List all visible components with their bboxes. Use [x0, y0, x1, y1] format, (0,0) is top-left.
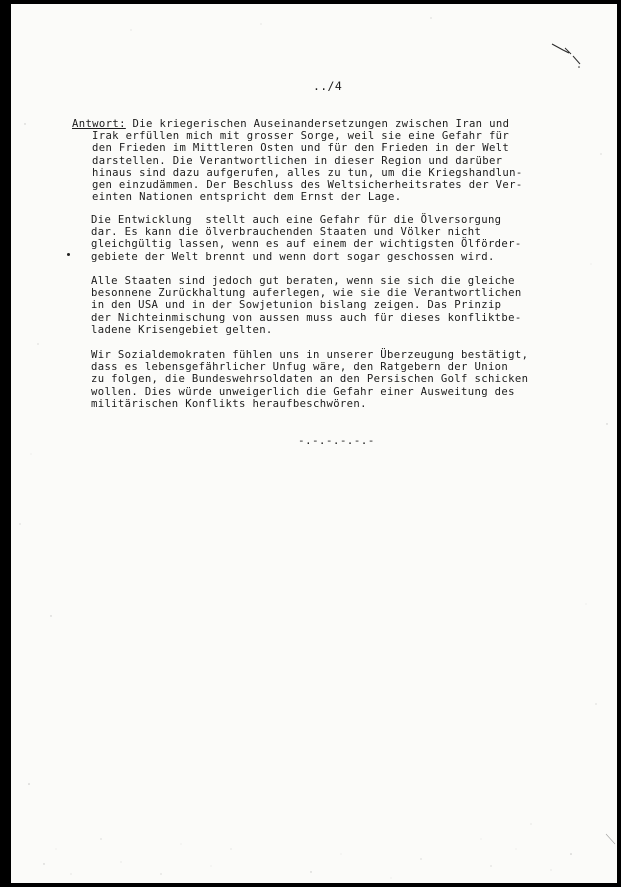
- paragraph-4: [91, 349, 528, 410]
- corner-pencil-mark: [549, 40, 589, 76]
- paragraph-1-line: den Frieden im Mittleren Osten und für den Frieden in der Welt: [92, 142, 510, 155]
- paragraph-1-line: gen einzudämmen. Der Beschluss des Weltsicherheitsrates der Ver-: [92, 179, 523, 192]
- paragraph-3-line: Alle Staaten sind jedoch gut beraten, wenn sie sich die gleiche: [91, 275, 515, 287]
- paragraph-4-line: militärischen Konflikts heraufbeschwören.: [91, 397, 367, 410]
- paragraph-4-line: Wir Sozialdemokraten fühlen uns in unserer Überzeugung bestätigt,: [91, 349, 529, 361]
- document-page: [11, 4, 617, 883]
- margin-mark: [67, 253, 70, 256]
- page-reference: ../4: [313, 79, 343, 93]
- paragraph-1-line-1-text: Die kriegerischen Auseinandersetzungen zwischen Iran und: [125, 118, 510, 130]
- paragraph-2-line: gebiete der Welt brennt und wenn dort sogar geschossen wird.: [91, 250, 495, 263]
- paragraph-1-line: einten Nationen entspricht dem Ernst der Lage.: [92, 191, 402, 204]
- paragraph-3-line: besonnene Zurückhaltung auferlegen, wie sie die Verantwortlichen: [91, 287, 522, 300]
- paragraph-1-line: hinaus sind dazu aufgerufen, alles zu tun, um die Kriegshandlun-: [92, 166, 523, 179]
- paragraph-1-line: darstellen. Die Verantwortlichen in dieser Region und darüber: [92, 154, 503, 167]
- paragraph-1-line-1: [72, 118, 523, 130]
- section-divider: -.-.-.-.-.-: [298, 434, 375, 447]
- paragraph-4-line: zu folgen, die Bundeswehrsoldaten an den Persischen Golf schicken: [91, 373, 529, 386]
- paragraph-1-line: Irak erfüllen mich mit grosser Sorge, weil sie eine Gefahr für: [92, 130, 510, 143]
- paragraph-3-line: der Nichteinmischung von aussen muss auch für dieses konfliktbe-: [91, 311, 522, 324]
- paragraph-2-line: gleichgültig lassen, wenn es auf einem der wichtigsten Ölförder-: [91, 238, 522, 251]
- paragraph-2: [91, 214, 522, 263]
- paragraph-2-line: dar. Es kann die ölverbrauchenden Staaten und Völker nicht: [91, 226, 482, 239]
- paragraph-2-line: Die Entwicklung stellt auch eine Gefahr für die Ölversorgung: [91, 214, 502, 226]
- answer-label: Antwort:: [72, 118, 126, 130]
- paragraph-4-line: wollen. Dies würde unweigerlich die Gefahr einer Ausweitung des: [91, 385, 515, 398]
- paragraph-3: [91, 275, 522, 336]
- paragraph-3-line: ladene Krisengebiet gelten.: [91, 323, 273, 336]
- paragraph-1: [72, 118, 523, 203]
- paragraph-3-line: in den USA und in der Sowjetunion bislang zeigen. Das Prinzip: [91, 299, 502, 312]
- paragraph-4-line: dass es lebensgefährlicher Unfug wäre, den Ratgebern der Union: [91, 361, 509, 374]
